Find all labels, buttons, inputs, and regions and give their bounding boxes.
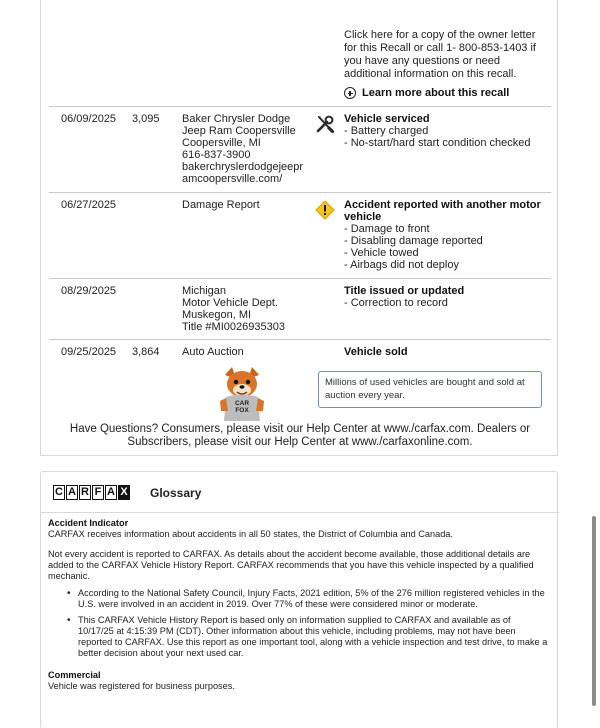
wrench-screwdriver-icon bbox=[315, 114, 335, 134]
glossary-card bbox=[40, 471, 558, 728]
record-source bbox=[182, 285, 312, 333]
record-source bbox=[182, 113, 312, 185]
source-line: Auto Auction bbox=[182, 346, 244, 358]
record-detail-item: - Battery charged bbox=[344, 125, 429, 137]
logo-letter: F bbox=[92, 485, 104, 500]
glossary-header bbox=[41, 472, 559, 513]
record-mileage: 3,095 bbox=[132, 113, 160, 125]
logo-letter: A bbox=[66, 485, 78, 500]
carfox-mascot bbox=[215, 367, 269, 423]
glossary-term: Commercial bbox=[48, 670, 101, 680]
record-date: 06/09/2025 bbox=[61, 113, 117, 125]
carfax-logo bbox=[53, 485, 131, 500]
page-scrollbar[interactable] bbox=[592, 516, 596, 706]
plus-circle-icon bbox=[344, 87, 356, 99]
record-title: Vehicle serviced bbox=[344, 113, 430, 125]
glossary-term: Accident Indicator bbox=[48, 518, 129, 528]
glossary-note: Not every accident is reported to CARFAX. As details about the accident become available, those additional details are added to the CARFAX Vehicle History Report. CARFAX recommends that you have this vehicle inspected by a qualified mechanic. bbox=[48, 549, 534, 581]
record-date: 09/25/2025 bbox=[61, 346, 117, 358]
source-line: 616-837-3900 bbox=[182, 149, 251, 161]
source-line: Coopersville, MI bbox=[182, 137, 261, 149]
source-line: Title #MI0026935303 bbox=[182, 321, 285, 333]
history-row bbox=[49, 339, 551, 369]
logo-letter: C bbox=[53, 485, 65, 500]
history-row bbox=[49, 192, 551, 278]
record-detail-item: - No-start/hard start condition checked bbox=[344, 137, 531, 149]
recall-owner-letter-text[interactable]: Click here for a copy of the owner letter for this Recall or call 1- 800-853-1403 if you have any questions or need additional information on this recall. bbox=[344, 29, 536, 80]
shirt-line-2: FOX bbox=[235, 407, 249, 414]
shirt-text bbox=[230, 400, 254, 414]
source-line[interactable]: amcoopersville.com/ bbox=[182, 173, 283, 185]
record-details bbox=[344, 346, 544, 358]
record-detail-item: - Disabling damage reported bbox=[344, 235, 483, 247]
record-detail-item: - Vehicle towed bbox=[344, 247, 419, 259]
record-source bbox=[182, 199, 312, 211]
record-detail-item: - Correction to record bbox=[344, 297, 448, 309]
learn-more-label: Learn more about this recall bbox=[362, 87, 510, 99]
record-detail-item: - Damage to front bbox=[344, 223, 430, 235]
shirt-line-1: CAR bbox=[234, 400, 250, 407]
warning-diamond-icon bbox=[315, 200, 335, 220]
record-source bbox=[182, 346, 312, 358]
source-line: Baker Chrysler Dodge bbox=[182, 113, 291, 125]
glossary-definition: Vehicle was registered for business purposes. bbox=[48, 681, 235, 691]
glossary-bullet: • According to the National Safety Council, Injury Facts, 2021 edition, 5% of the 276 million registered vehicles in the U.S. were involved in an accident in 2019. Over 77% of these were considered minor or moderate. bbox=[68, 588, 548, 610]
glossary-bullet-list bbox=[68, 588, 548, 659]
source-line: Jeep Ram Coopersville bbox=[182, 125, 296, 137]
record-title: Title issued or updated bbox=[344, 285, 465, 297]
glossary-title: Glossary bbox=[150, 486, 202, 500]
source-line[interactable]: bakerchryslerdodgejeepr bbox=[182, 161, 304, 173]
record-date: 08/29/2025 bbox=[61, 285, 117, 297]
logo-letter: X bbox=[118, 485, 130, 500]
record-detail-item: - Airbags did not deploy bbox=[344, 259, 459, 271]
learn-more-recall-link[interactable] bbox=[344, 87, 509, 99]
glossary-definition: CARFAX receives information about accidents in all 50 states, the District of Columbia and Canada. bbox=[48, 529, 453, 539]
source-line: Muskegon, MI bbox=[182, 309, 252, 321]
record-mileage: 3,864 bbox=[132, 346, 160, 358]
source-line: Michigan bbox=[182, 285, 227, 297]
record-title: Accident reported with another motor vehicle bbox=[344, 199, 541, 223]
glossary-bullet: • This CARFAX Vehicle History Report is based only on information supplied to CARFAX and available as of 10/17/25 at 4:15:39 PM (CDT). Other information about this vehicle, including problems, may not have been reported to CARFAX. Use this report as one important tool, along with a vehicle inspection and test drive, to make a better decision about your next used car. bbox=[68, 615, 548, 659]
record-details bbox=[344, 113, 544, 149]
source-line: Motor Vehicle Dept. bbox=[182, 297, 278, 309]
help-center-text[interactable]: Have Questions? Consumers, please visit our Help Center at www./carfax.com. Dealers or Subscribers, please visit our Help Center at www./carfaxonline.com. bbox=[69, 423, 531, 448]
record-title: Vehicle sold bbox=[344, 346, 408, 358]
logo-letter: A bbox=[105, 485, 117, 500]
source-line: Damage Report bbox=[182, 199, 260, 211]
logo-letter: R bbox=[79, 485, 91, 500]
history-row bbox=[49, 278, 551, 339]
record-details bbox=[344, 199, 544, 271]
record-date: 06/27/2025 bbox=[61, 199, 117, 211]
mascot-speech-bubble: Millions of used vehicles are bought and sold at auction every year. bbox=[318, 371, 542, 408]
history-row bbox=[49, 106, 551, 192]
record-details bbox=[344, 285, 544, 309]
glossary-body bbox=[48, 518, 548, 692]
